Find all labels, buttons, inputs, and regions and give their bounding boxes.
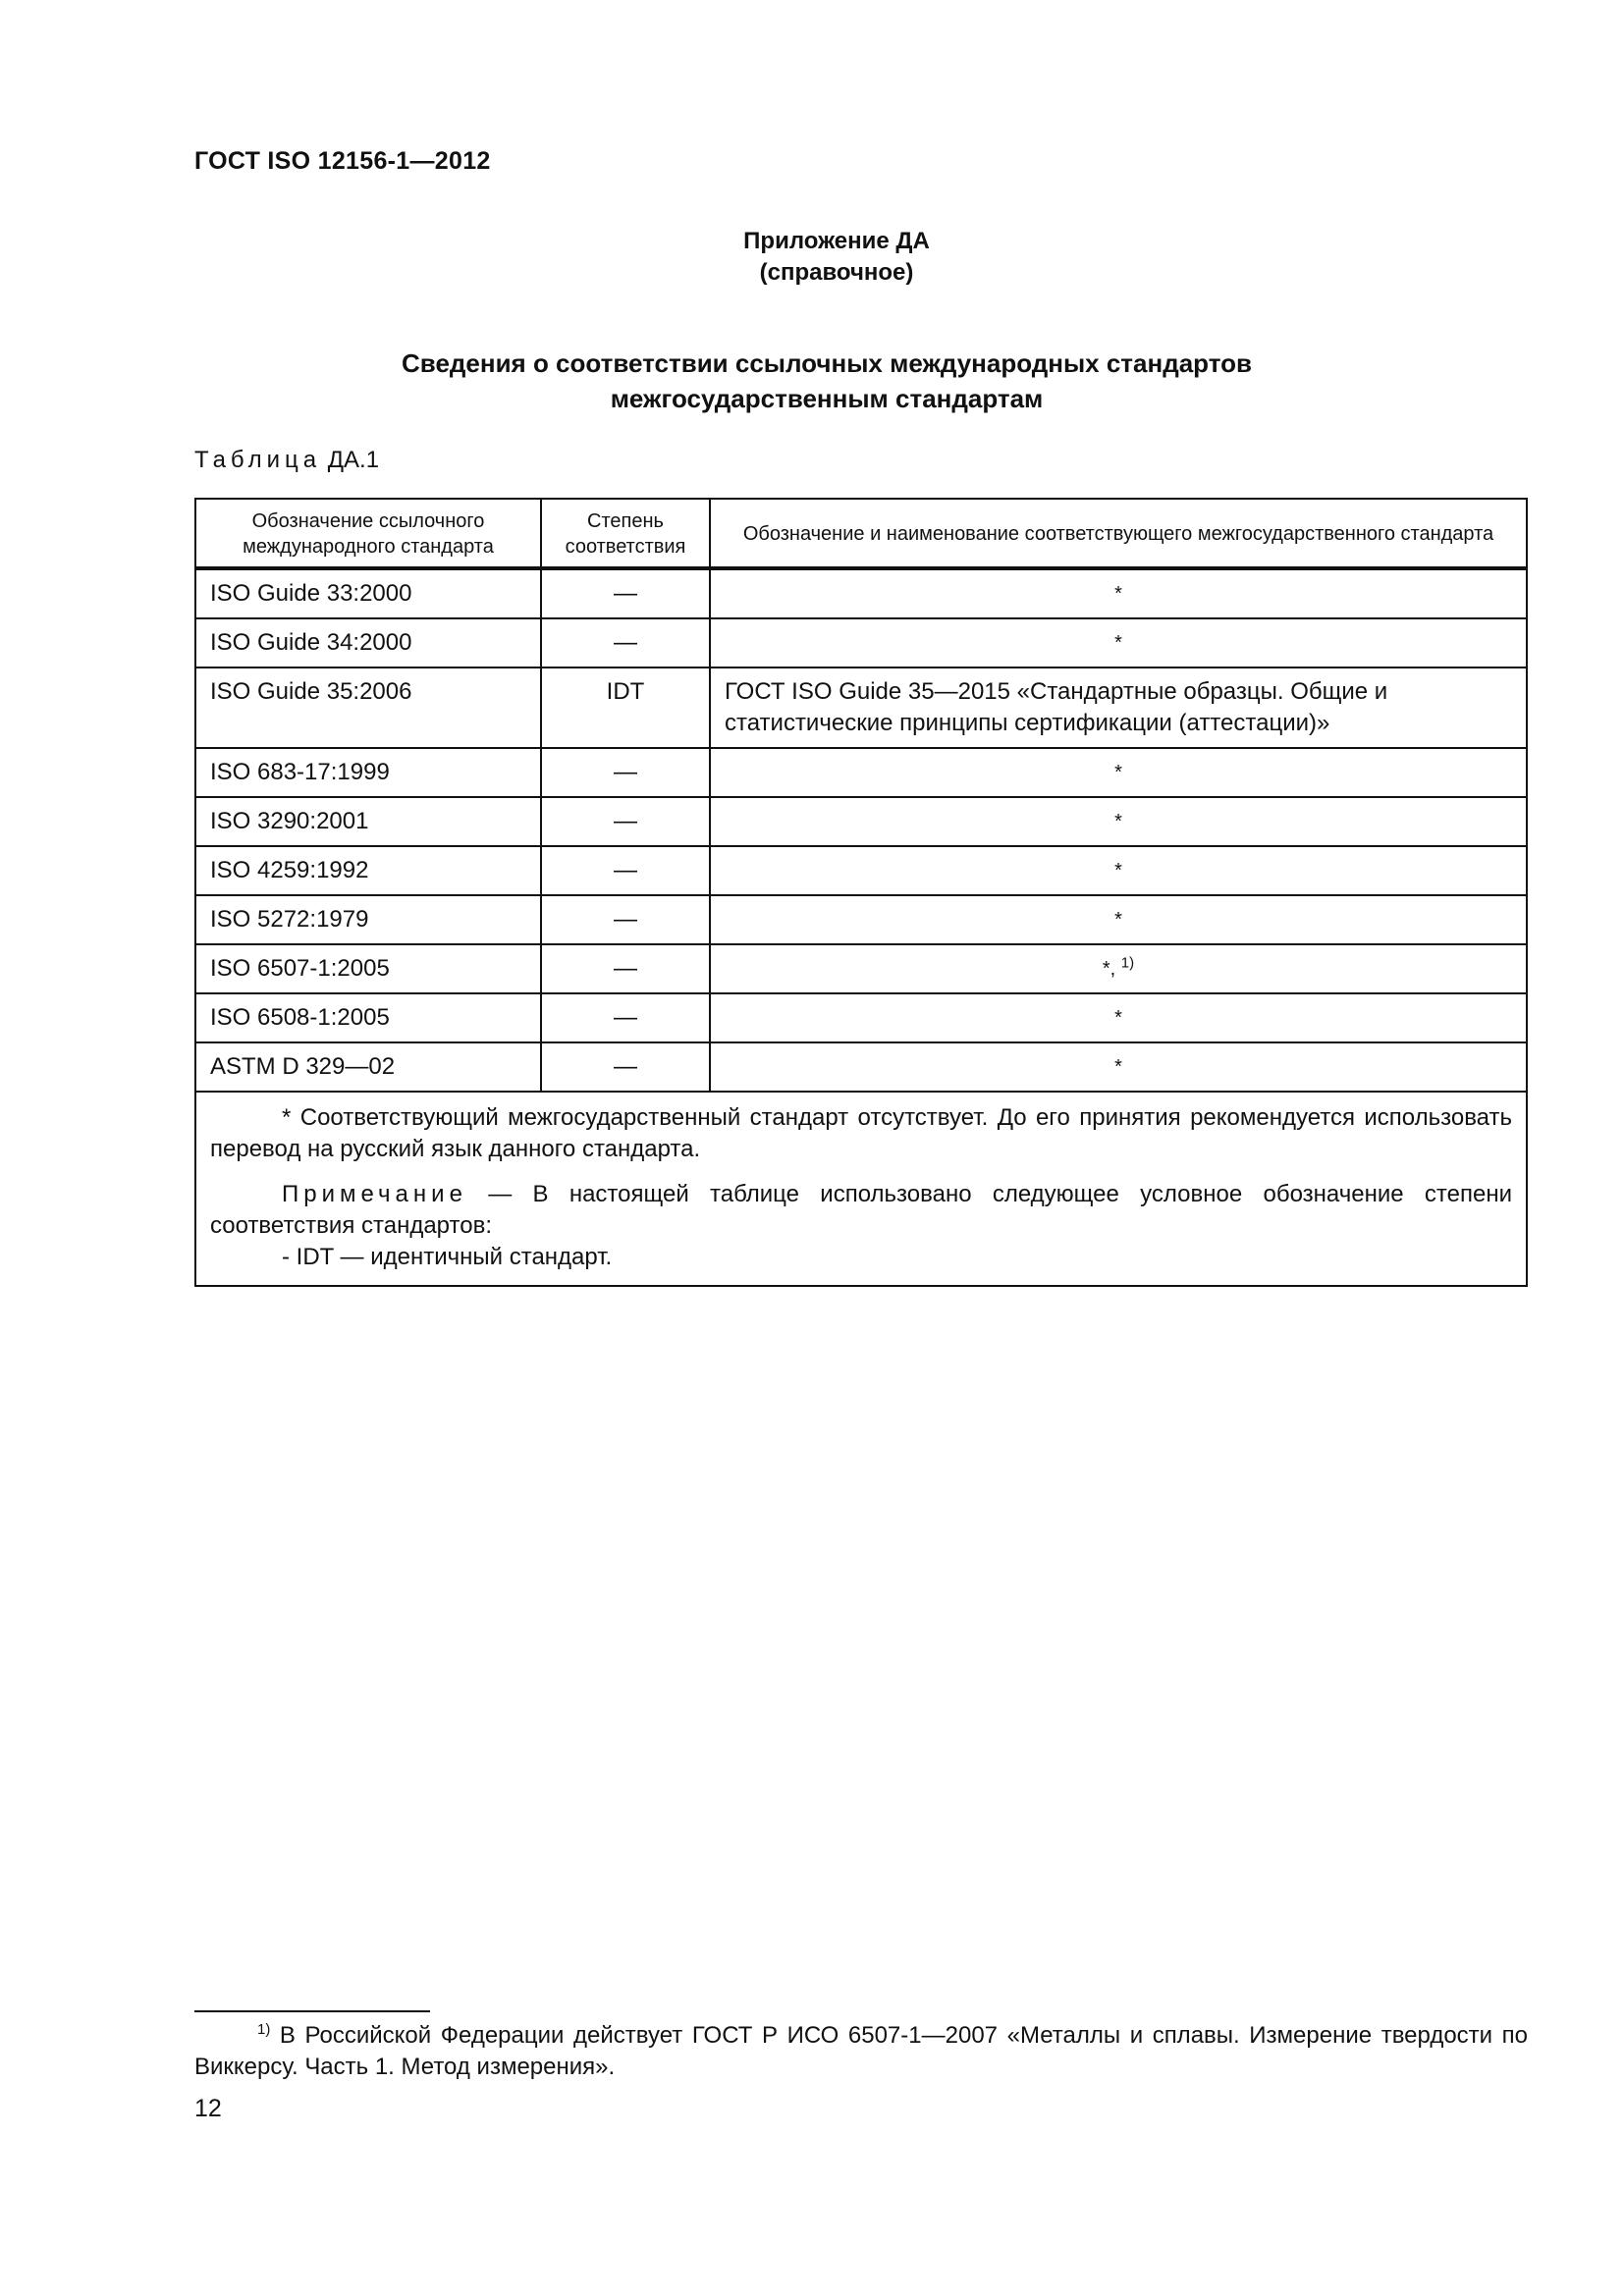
note-label: Примечание — [282, 1181, 467, 1207]
section-title — [0, 346, 1624, 416]
cell-standard: ISO 3290:2001 — [195, 797, 541, 846]
table-row — [195, 667, 1527, 748]
cell-degree: — — [541, 846, 710, 895]
cell-standard: ISO 6508-1:2005 — [195, 993, 541, 1042]
cell-degree: — — [541, 618, 710, 667]
page-number: 12 — [194, 2095, 222, 2122]
document-header-id: ГОСТ ISO 12156-1—2012 — [194, 147, 491, 175]
table-caption-word: Таблица — [194, 447, 322, 473]
table-row — [195, 944, 1527, 993]
cell-standard: ASTM D 329—02 — [195, 1042, 541, 1092]
cell-degree: — — [541, 797, 710, 846]
table-row — [195, 568, 1527, 618]
cell-standard: ISO Guide 33:2000 — [195, 568, 541, 618]
cell-degree: — — [541, 748, 710, 797]
table-header-row — [195, 499, 1527, 568]
cell-interstate-standard: * — [710, 568, 1527, 618]
cell-interstate-standard: ГОСТ ISO Guide 35—2015 «Стандартные образцы. Общие и статистические принципы сертификации (аттестации)» — [710, 667, 1527, 748]
table-row — [195, 748, 1527, 797]
cell-standard: ISO Guide 35:2006 — [195, 667, 541, 748]
footnote-separator — [194, 2010, 430, 2012]
asterisk-note: * Соответствующий межгосударственный стандарт отсутствует. До его принятия рекомендуется использовать перевод на русский язык данного стандарта. — [210, 1104, 1512, 1162]
cell-interstate-standard: * — [710, 993, 1527, 1042]
table-row — [195, 895, 1527, 944]
cell-standard: ISO 4259:1992 — [195, 846, 541, 895]
cell-degree: — — [541, 895, 710, 944]
footnote-text: В Российской Федерации действует ГОСТ Р ИСО 6507-1—2007 «Металлы и сплавы. Измерение твердости по Виккерсу. Часть 1. Метод измерения». — [194, 2022, 1528, 2080]
cell-degree: — — [541, 568, 710, 618]
cell-degree: — — [541, 993, 710, 1042]
appendix-heading — [0, 226, 1624, 289]
cell-interstate-standard: * — [710, 1042, 1527, 1092]
footnote-marker: 1) — [257, 2021, 271, 2038]
cell-interstate-standard: * — [710, 895, 1527, 944]
table-caption — [194, 447, 379, 474]
cell-degree: — — [541, 944, 710, 993]
section-title-line-1: Сведения о соответствии ссылочных международных стандартов — [402, 348, 1252, 378]
table-row — [195, 1042, 1527, 1092]
cell-degree: — — [541, 1042, 710, 1092]
table-note — [210, 1179, 1512, 1242]
header-international-standard: Обозначение ссылочного международного стандарта — [195, 499, 541, 568]
section-title-line-2: межгосударственным стандартам — [610, 384, 1044, 413]
cell-standard: ISO Guide 34:2000 — [195, 618, 541, 667]
page-footnote — [194, 2020, 1528, 2083]
cell-interstate-standard-text: *, — [1102, 958, 1116, 980]
table-notes — [195, 1092, 1527, 1286]
table-row — [195, 993, 1527, 1042]
table-footer-row — [195, 1092, 1527, 1286]
cell-interstate-standard: * — [710, 797, 1527, 846]
footnote-reference: 1) — [1120, 954, 1135, 972]
table-row — [195, 846, 1527, 895]
table-row — [195, 797, 1527, 846]
cell-degree: IDT — [541, 667, 710, 748]
table-row — [195, 618, 1527, 667]
standards-correspondence-table — [194, 498, 1528, 1287]
note-item-idt: - IDT — идентичный стандарт. — [282, 1244, 613, 1270]
header-degree-of-correspondence: Степень соответствия — [541, 499, 710, 568]
appendix-title: Приложение ДА — [743, 228, 930, 254]
table-caption-number: ДА.1 — [327, 447, 380, 473]
cell-standard: ISO 5272:1979 — [195, 895, 541, 944]
header-interstate-standard: Обозначение и наименование соответствующего межгосударственного стандарта — [710, 499, 1527, 568]
note-text: — В настоящей таблице использовано следующее условное обозначение степени соответствия стандартов: — [210, 1181, 1512, 1239]
cell-interstate-standard — [710, 944, 1527, 993]
cell-interstate-standard: * — [710, 846, 1527, 895]
cell-standard: ISO 6507-1:2005 — [195, 944, 541, 993]
cell-standard: ISO 683-17:1999 — [195, 748, 541, 797]
appendix-subtitle: (справочное) — [759, 259, 914, 286]
cell-interstate-standard: * — [710, 748, 1527, 797]
cell-interstate-standard: * — [710, 618, 1527, 667]
